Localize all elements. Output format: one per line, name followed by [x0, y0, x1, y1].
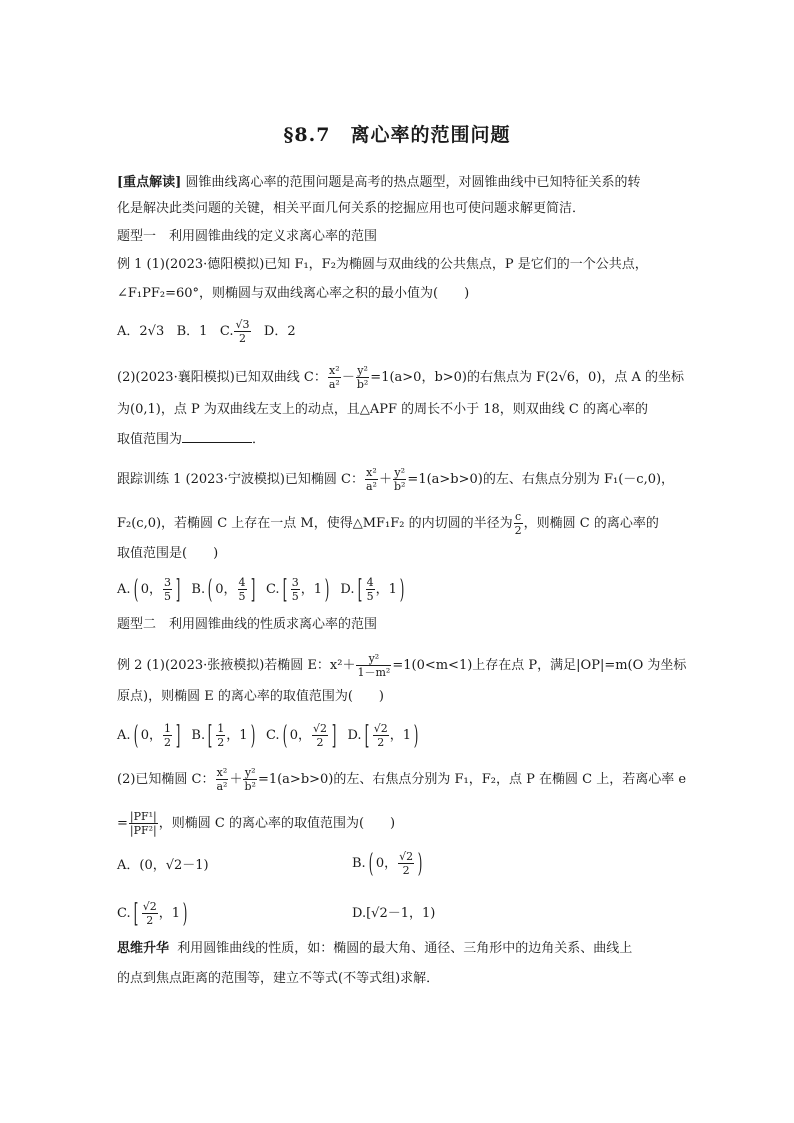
fraction: $\frac{1}{2}$	[163, 722, 171, 749]
track1-option-a: A.	[117, 582, 131, 597]
ex1-q1-options	[117, 318, 296, 345]
ex2-q1-option-a: A.	[117, 728, 131, 743]
track1-line-1: 跟踪训练 1 (2023·宁波模拟)已知椭圆 C： $\frac{\text{x²}}{\text{a²}}$ ＋ $\frac{\text{y²}}{\text{b²}}$ =1(a>b>0)的左、右焦点分别为 F₁(－c,0)，	[117, 466, 675, 493]
ex2-q2-option-d: D.[√2－1，1)	[352, 906, 436, 921]
track1-options: A. ( 0， $\frac{3}{5}$ ] B. ( 0， $\frac{4}{5}$ ] C. [ $\frac{3}{5}$ ，1 ) D. [ $\frac{4}{5}$ ，1 )	[117, 574, 405, 605]
ex1-option-c: C.	[219, 324, 234, 339]
ex2-q2-option-c-line: C. [ $\frac{√2}{2}$ ，1 )	[117, 898, 188, 929]
intro-line-1	[117, 174, 640, 192]
ex2-q1-option-b: B.	[191, 728, 206, 743]
fraction-denominator: 2	[238, 332, 246, 345]
fraction: $\frac{4}{5}$	[238, 576, 246, 603]
summary-text-2: 的点到焦点距离的范围等，建立不等式(不等式组)求解．	[117, 971, 440, 986]
x2-over-a2: $\frac{\text{x²}}{\text{a²}}$	[365, 466, 377, 493]
c-over-2: $\frac{c}{2}$	[514, 510, 522, 537]
track1-line-2-end: ，则椭圆 C 的离心率的	[523, 516, 659, 531]
fraction: $\frac{√2}{2}$	[399, 850, 414, 877]
answer-blank	[182, 430, 252, 443]
track1-option-b: B.	[191, 582, 206, 597]
ex1-q2-prefix: (2)(2023·襄阳模拟)已知双曲线 C：	[117, 370, 327, 385]
ex1-q2-line-2: 为(0,1)，点 P 为双曲线左支上的动点，且△APF 的周长不小于 18，则双曲线 C 的离心率的	[117, 402, 649, 417]
ex2-q1-text: =1(0<m<1)上存在点 P，满足|OP|=m(O 为坐标	[392, 658, 687, 673]
summary-text-1: 利用圆锥曲线的性质，如：椭圆的最大角、通径、三角形中的边角关系、曲线上	[177, 941, 633, 956]
ex1-option-d: D．2	[263, 324, 296, 339]
ex1-q2-end: ．	[252, 432, 266, 447]
summary-tag: 思维升华	[117, 941, 170, 956]
ex2-q2-line-2-text: ，则椭圆 C 的离心率的取值范围为( )	[158, 816, 396, 831]
ex2-q2-option-c: C.	[117, 906, 131, 921]
track1-line-2-text: F₂(c,0)，若椭圆 C 上存在一点 M，使得△MF₁F₂ 的内切圆的半径为	[117, 516, 513, 531]
track1-prefix: 跟踪训练 1 (2023·宁波模拟)已知椭圆 C：	[117, 472, 364, 487]
ex1-option-c-fraction	[234, 318, 250, 345]
ex2-q1-options: A. ( 0， $\frac{1}{2}$ ] B. [ $\frac{1}{2}$ ，1 ) C. ( 0， $\frac{√2}{2}$ ] D. [ $\frac{√2}{2}$ ，1 )	[117, 720, 419, 751]
y2-over-b2: $\frac{\text{y²}}{\text{b²}}$	[244, 766, 256, 793]
ex1-q2-text: =1(a>0，b>0)的右焦点为 F(2√6，0)，点 A 的坐标	[370, 370, 685, 385]
page-title: §8.7 离心率的范围问题	[283, 124, 511, 146]
fraction-numerator: |PF¹|	[129, 810, 157, 823]
ex1-q2-line-3	[117, 430, 265, 449]
track1-line-2	[117, 510, 659, 537]
ex2-q2-option-b: B.	[352, 856, 366, 871]
ex1-option-b: B．1	[176, 324, 208, 339]
fraction-denominator: |PF²|	[129, 824, 157, 837]
ex2-q1-line-2: 原点)，则椭圆 E 的离心率的取值范围为( )	[117, 689, 384, 704]
intro-text-2: 化是解决此类问题的关键，相关平面几何关系的挖掘应用也可使问题求解更简洁．	[117, 201, 586, 216]
pf-ratio	[129, 810, 158, 837]
y2-over-b2: $\frac{\text{y²}}{\text{b²}}$	[356, 364, 369, 391]
ex2-q1-line-1	[117, 652, 686, 679]
ex2-q2-text: =1(a>b>0)的左、右焦点分别为 F₁，F₂，点 P 在椭圆 C 上，若离心率 e	[257, 772, 687, 787]
fraction: $\frac{1}{2}$	[217, 722, 225, 749]
summary-line-1	[117, 940, 632, 958]
fraction: $\frac{√2}{2}$	[313, 722, 328, 749]
track1-option-d: D.	[340, 582, 355, 597]
ex1-q1-line-2: ∠F₁PF₂=60°，则椭圆与双曲线离心率之积的最小值为( )	[117, 286, 470, 301]
fraction: $\frac{3}{5}$	[291, 576, 299, 603]
ex2-q2-option-a: A．(0，√2－1)	[117, 858, 209, 873]
track1-text: =1(a>b>0)的左、右焦点分别为 F₁(－c,0)，	[407, 472, 675, 487]
intro-tag: [重点解读]	[117, 175, 182, 190]
track1-option-c: C.	[265, 582, 280, 597]
ex2-q1-option-c: C.	[265, 728, 280, 743]
intro-text-1: 圆锥曲线离心率的范围问题是高考的热点题型，对圆锥曲线中已知特征关系的转	[185, 175, 641, 190]
ex1-option-a: A．2√3	[117, 324, 165, 339]
y2-over-b2: $\frac{\text{y²}}{\text{b²}}$	[393, 466, 406, 493]
fraction: $\frac{√2}{2}$	[373, 722, 388, 749]
ex2-q1-option-d: D.	[347, 728, 362, 743]
ex1-q2-line-1: (2)(2023·襄阳模拟)已知双曲线 C： $\frac{\text{x²}}{\text{a²}}$ － $\frac{\text{y²}}{\text{b²}}$ =1(a>0，b>0)的右焦点为 F(2√6，0)，点 A 的坐标	[117, 364, 685, 391]
fraction: $\frac{3}{5}$	[163, 576, 171, 603]
section-type-2: 题型二 利用圆锥曲线的性质求离心率的范围	[117, 617, 378, 632]
section-type-1: 题型一 利用圆锥曲线的定义求离心率的范围	[117, 229, 378, 244]
ex1-q1-line-1: 例 1 (1)(2023·德阳模拟)已知 F₁，F₂为椭圆与双曲线的公共焦点，P 是它们的一个公共点，	[117, 257, 648, 272]
fraction: $\frac{4}{5}$	[366, 576, 374, 603]
ex2-q2-equals: =	[117, 816, 128, 831]
y2-over-1-minus-m2: $\frac{\text{y²}}{\text{1－m²}}$	[357, 652, 391, 679]
ex2-q2-option-b-line: B. ( 0， $\frac{√2}{2}$ )	[352, 848, 423, 879]
ex2-q2-prefix: (2)已知椭圆 C：	[117, 772, 215, 787]
ex2-q2-line-2	[117, 810, 395, 837]
track1-line-3: 取值范围是( )	[117, 546, 219, 561]
x2-over-a2: $\frac{\text{x²}}{\text{a²}}$	[328, 364, 340, 391]
ex2-q2-line-1: (2)已知椭圆 C： $\frac{\text{x²}}{\text{a²}}$ ＋ $\frac{\text{y²}}{\text{b²}}$ =1(a>b>0)的左、右焦点分别为 F₁，F₂，点 P 在椭圆 C 上，若离心率 e	[117, 766, 687, 793]
fraction-numerator: √3	[235, 318, 250, 331]
fraction: $\frac{√2}{2}$	[142, 900, 157, 927]
ex2-q1-prefix: 例 2 (1)(2023·张掖模拟)若椭圆 E：x²＋	[117, 658, 356, 673]
ex1-q2-blank-prompt: 取值范围为	[117, 432, 183, 447]
x2-over-a2: $\frac{\text{x²}}{\text{a²}}$	[216, 766, 228, 793]
